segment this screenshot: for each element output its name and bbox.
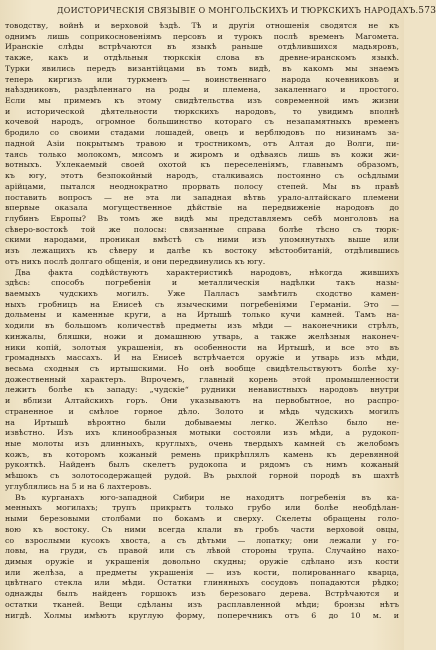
text-line: извѣстно. Изъ ихъ клинообразныя мотыки состояли изъ мѣди, а рудокоп- xyxy=(5,428,399,438)
text-line: поставить вопросъ — не эта ли западная вѣтвь урало-алтайскаго племени xyxy=(5,192,399,202)
text-line: дольмены и каменные круги, а на Иртышѣ только кучи камней. Тамъ на- xyxy=(5,310,399,320)
text-line: однимъ лишь соприкосновеніямъ персовъ и турокъ послѣ временъ Магомета. xyxy=(5,31,399,41)
text-line: Если мы примемъ къ этому свидѣтельства изъ современной имъ жизни xyxy=(5,96,399,106)
text-line: Иранскіе слѣды встрѣчаются въ языкѣ раньше отдѣлившихся мадьяровъ, xyxy=(5,42,399,52)
body-text xyxy=(5,21,399,621)
text-line: кинжалы, бляшки, ножи и домашнюю утварь, а также желѣзныя наконеч- xyxy=(5,331,399,341)
text-line: также, какъ и отдѣльныя тюркскія слова въ древне-иранскомъ языкѣ. xyxy=(5,53,399,63)
text-line: на Иртышѣ вѣроятно были добываемы легко. Желѣзо было не- xyxy=(5,417,399,427)
text-line: мѣшокъ съ золотосодержащей рудой. Въ рыхлой горной породѣ въ шахтѣ xyxy=(5,471,399,481)
text-line: впервые оказала могущественное дѣйствіе на передвиженіе народовъ до xyxy=(5,203,399,213)
paragraph-first-line: Два факта содѣйствуютъ характеристикѣ народовъ, нѣкогда жившихъ xyxy=(15,267,399,277)
text-line: наѣздниковъ, раздѣленнаго на роды и племена, закаленнаго и простого. xyxy=(5,85,399,95)
text-line: вою къ востоку. Съ ними всегда клали въ гробъ части верховой овцы, xyxy=(5,524,399,534)
text-line: ные молоты изъ длинныхъ, круглыхъ, очень твердыхъ камней съ желобомъ xyxy=(5,439,399,449)
text-line: страненное и смѣлое горное дѣло. Золото и мѣдь чудскихъ могилъ xyxy=(5,406,399,416)
text-line: кочевой народъ, огромное большинство котораго съ незапамятныхъ временъ xyxy=(5,117,399,127)
text-line: углублялись на 5 и на 6 лахтеровъ. xyxy=(5,481,152,491)
text-line: таясь только молокомъ, мясомъ и жиромъ и одѣваясь лишь въ кожи жи- xyxy=(5,149,399,159)
text-line: ныхъ гробницъ на Енисеѣ съ языческими погребеніями Германіи. Это — xyxy=(5,299,399,309)
paragraph-first-line: Въ курганахъ юго-западной Сибири не находятъ погребенія въ ка- xyxy=(15,492,399,502)
text-line: Турки явились передъ византійцами въ томъ видѣ, въ какомъ мы знаемъ xyxy=(5,63,399,73)
text-line: товодству, войнѣ и верховой ѣздѣ. Тѣ и другія отношенія сводятся не къ xyxy=(5,21,399,30)
text-line: падной Азіи покрытымъ травою и тростникомъ, отъ Алтая до Волги, пи- xyxy=(5,138,399,148)
text-line: теперь киргизъ или туркменъ — воинственнаго народа кочевниковъ и xyxy=(5,74,399,84)
text-line: со взрослыми кусокъ хвоста, а съ дѣтьми — лопатку; они лежали у го- xyxy=(5,535,399,545)
text-line: бродило со своими стадами лошадей, овецъ и верблюдовъ по низинамъ за- xyxy=(5,128,399,138)
text-line: ходили въ большомъ количествѣ предметы изъ мѣди — наконечники стрѣлъ, xyxy=(5,321,399,331)
text-line: однажды былъ найденъ горшокъ изъ березоваго дерева. Встрѣчаются и xyxy=(5,589,399,599)
text-line: ваемыхъ чудскихъ могилъ. Уже Палласъ замѣтилъ сходство камен- xyxy=(5,288,399,298)
text-line: остатки тканей. Вещи сдѣланы изъ расплавленной мѣди; бронзы нѣтъ xyxy=(5,599,399,609)
text-line: арійцами, пытался неоднократно прорвать полосу степей. Мы въ правѣ xyxy=(5,181,399,191)
text-line: глубинъ Европы? Въ томъ же видѣ мы представляемъ себѣ монголовъ на xyxy=(5,213,399,223)
running-title: ДОИСТОРИЧЕСКІЯ СВЯЗЫВІЕ О МОНГОЛЬСКИХЪ И ТЮРКСКИХЪ НАРОДАХЪ. xyxy=(57,6,419,15)
text-line: ники копій, золотыя украшенія, въ особенности на Иртышѣ, и все это въ xyxy=(5,342,399,352)
text-line: нигдѣ. Холмы имѣютъ круглую форму, поперечникъ отъ 6 до 10 м. и xyxy=(5,610,399,620)
text-line: ными березовыми столбами по бокамъ и сверху. Скелеты обращены голо- xyxy=(5,514,399,524)
text-line: къ югу, этотъ безпокойный народъ, сталкиваясь постоянно съ осѣдлыми xyxy=(5,171,399,181)
page-number: 573 xyxy=(418,6,436,16)
text-line: лежитъ болѣе къ западу: „чудскіе“ рудники ненавистныхъ народовъ внутри xyxy=(5,385,399,395)
text-line: громадныхъ массахъ. И на Енисеѣ встрѣчается оружіе и утварь изъ мѣди, xyxy=(5,353,399,363)
text-line: дожественный характеръ. Впрочемъ, главный корень этой промышленности xyxy=(5,374,399,384)
text-line: вотныхъ. Ухлекаемый своей охотой къ переселеніямъ, главнымъ образомъ, xyxy=(5,160,399,170)
text-line: изъ лежащихъ къ сѣверу и далѣе къ востоку мѣстообитаній, отдѣлившись xyxy=(5,246,399,256)
text-line: или желѣза, а предметы украшенія — изъ кости, полированнаго кварца, xyxy=(5,567,399,577)
text-line: и вблизи Алтайскихъ горъ. Они указываютъ на первобытное, но распро- xyxy=(5,396,399,406)
text-line: цвѣтнаго стекла или мѣди. Остатки глиняныхъ сосудовъ попадаются рѣдко; xyxy=(5,578,399,588)
text-line: здѣсь: способъ погребенія и металлическія надѣлки такъ назы- xyxy=(5,278,399,288)
text-line: менныхъ могилахъ; трупъ прикрытъ только грубо или болѣе необдѣлан- xyxy=(5,503,399,513)
text-line: отъ нихъ послѣ долгаго общенія, и они передвинулись къ югу. xyxy=(5,256,266,266)
text-line: скими народами, проникая вмѣстѣ съ ними изъ упомянутыхъ выше или xyxy=(5,235,399,245)
text-line: димыя оружіе и украшенія довольно скудны; оружіе сдѣлано изъ кости xyxy=(5,556,399,566)
text-line: рукояткѣ. Найденъ былъ скелетъ рудокопа и рядомъ съ нимъ кожаный xyxy=(5,460,399,470)
text-line: весьма сходныя съ иртышскими. Но онѣ вообще свидѣтельствуютъ болѣе ху- xyxy=(5,364,399,373)
text-line: сѣверо-востокѣ той же полосы: связанные справа болѣе тѣсно съ тюрк- xyxy=(5,224,399,234)
text-line: кожъ, въ которомъ кожаный ремень прикрѣплялъ камень къ деревянной xyxy=(5,449,399,459)
text-line: ловы, на груди, съ правой или съ лѣвой стороны трупа. Случайно нахо- xyxy=(5,546,399,556)
running-head xyxy=(5,4,436,17)
text-line: и исторической дѣятельности тюркскихъ народовъ, то увидимъ вполнѣ xyxy=(5,106,399,116)
